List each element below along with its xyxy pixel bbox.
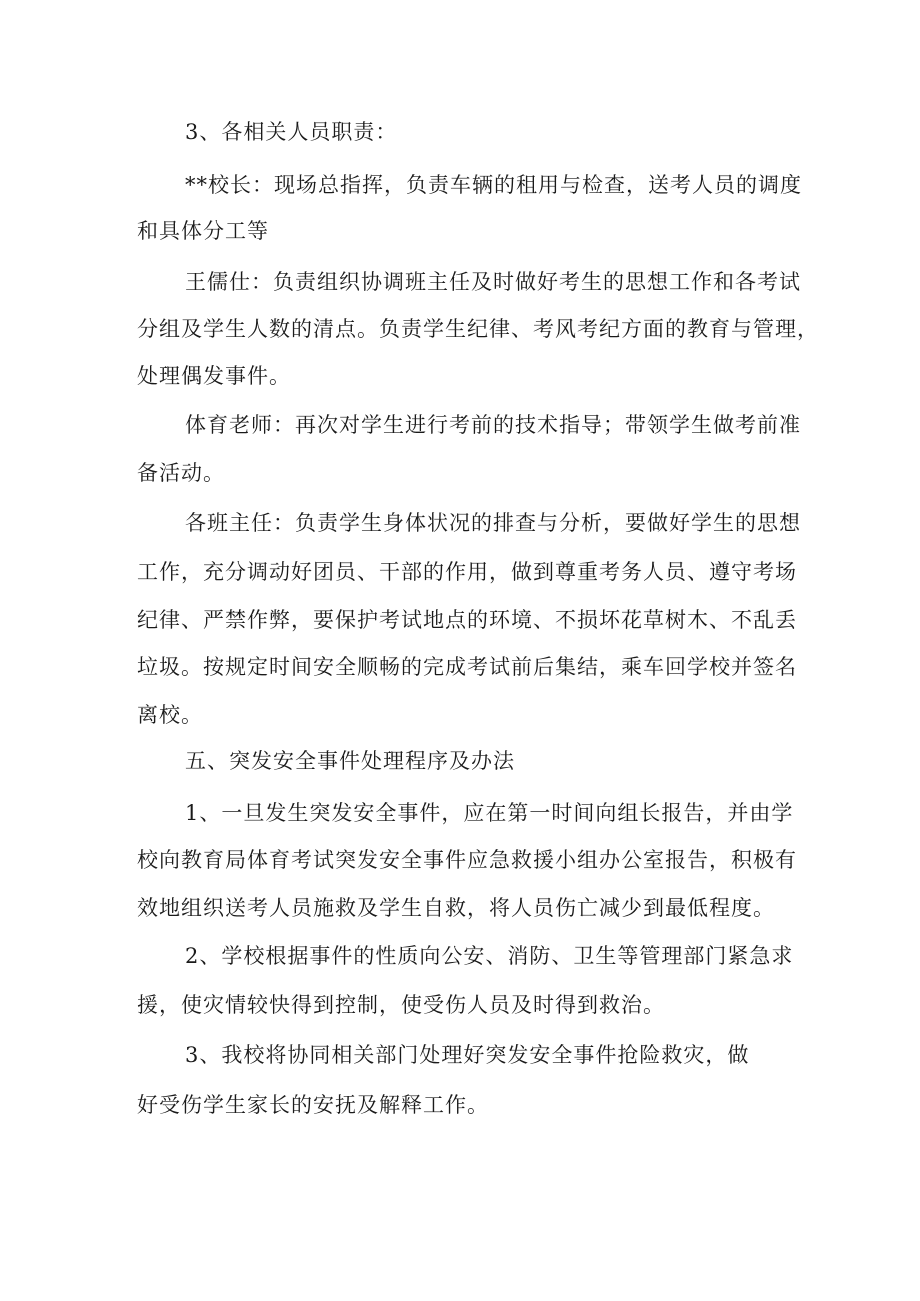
item-1-line-2: 校向教育局体育考试突发安全事件应急救援小组办公室报告，积极有: [137, 848, 797, 872]
principal-duty-line-1: **校长：现场总指挥，负责车辆的租用与检查，送考人员的调度: [185, 173, 802, 197]
section-3-heading: 3、各相关人员职责：: [185, 120, 398, 144]
principal-duty-line-2: 和具体分工等: [137, 219, 269, 243]
wang-duty-line-1: 王儒仕：负责组织协调班主任及时做好考生的思想工作和各考试: [185, 270, 801, 294]
item-1-line-3: 效地组织送考人员施救及学生自救，将人员伤亡减少到最低程度。: [137, 896, 775, 920]
pe-teacher-duty-line-1: 体育老师：再次对学生进行考前的技术指导；带领学生做考前准: [185, 413, 801, 437]
item-3-line-1: 3、我校将协同相关部门处理好突发安全事件抢险救灾，做: [185, 1043, 750, 1067]
section-5-heading: 五、突发安全事件处理程序及办法: [185, 749, 515, 773]
wang-duty-line-3: 处理偶发事件。: [137, 364, 291, 388]
head-teacher-duty-line-5: 离校。: [137, 703, 203, 727]
head-teacher-duty-line-3: 纪律、严禁作弊，要保护考试地点的环境、不损坏花草树木、不乱丢: [137, 608, 797, 632]
head-teacher-duty-line-2: 工作，充分调动好团员、干部的作用，做到尊重考务人员、遵守考场: [137, 560, 797, 584]
item-3-line-2: 好受伤学生家长的安抚及解释工作。: [137, 1093, 489, 1117]
item-2-line-2: 援，使灾情较快得到控制，使受伤人员及时得到救治。: [137, 993, 665, 1017]
item-1-line-1: 1、一旦发生突发安全事件，应在第一时间向组长报告，并由学: [185, 801, 794, 825]
head-teacher-duty-line-1: 各班主任：负责学生身体状况的排查与分析，要做好学生的思想: [185, 511, 801, 535]
item-2-line-1: 2、学校根据事件的性质向公安、消防、卫生等管理部门紧急求: [185, 944, 794, 968]
head-teacher-duty-line-4: 垃圾。按规定时间安全顺畅的完成考试前后集结，乘车回学校并签名: [137, 655, 797, 679]
pe-teacher-duty-line-2: 备活动。: [137, 461, 225, 485]
wang-duty-line-2: 分组及学生人数的清点。负责学生纪律、考风考纪方面的教育与管理，: [137, 317, 819, 341]
